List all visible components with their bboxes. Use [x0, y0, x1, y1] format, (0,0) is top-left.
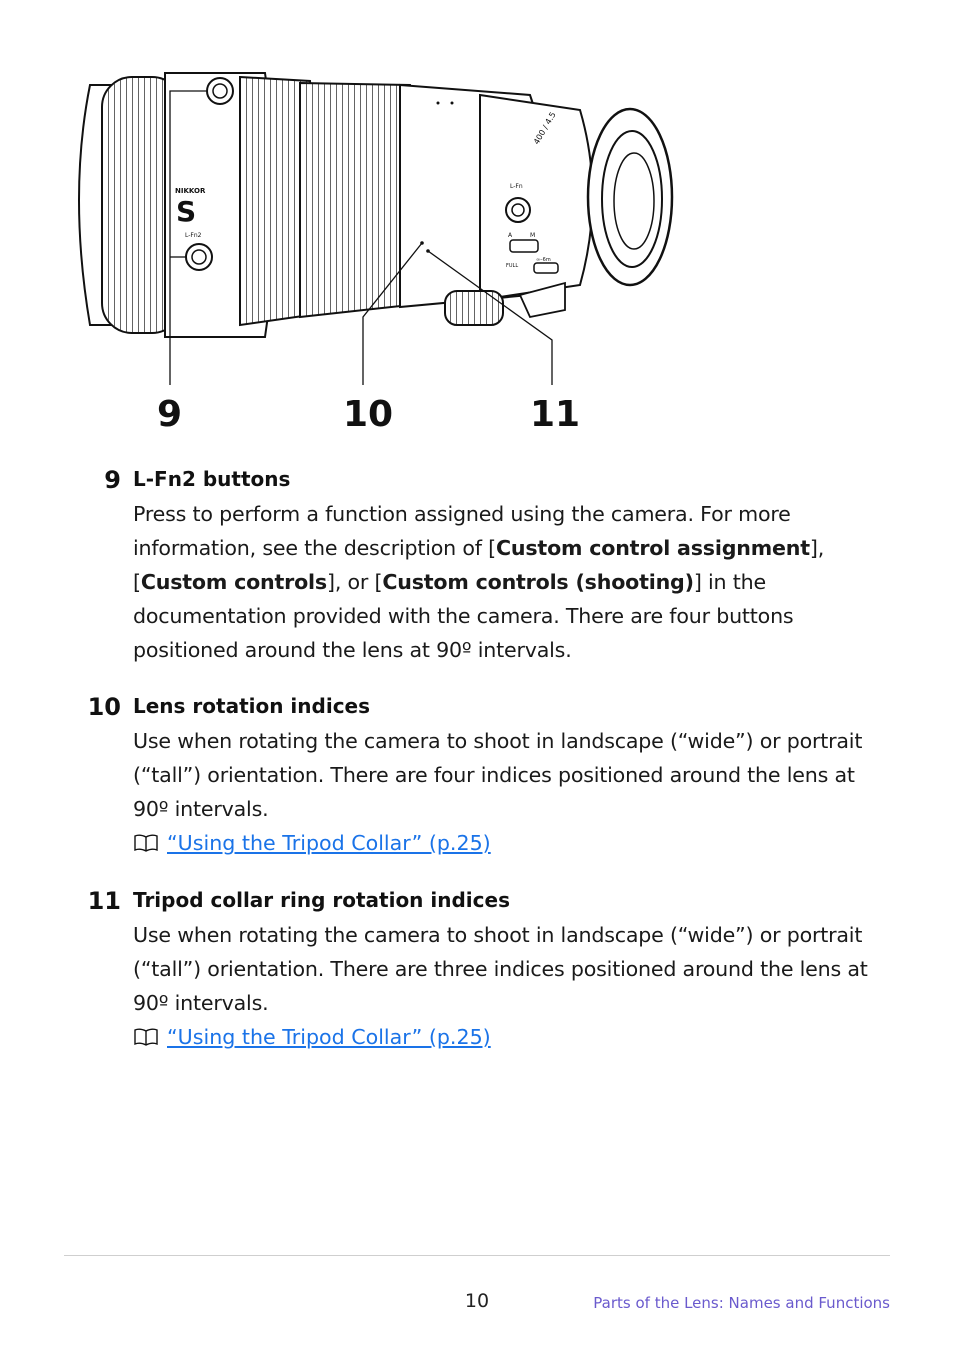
item-title: Lens rotation indices: [133, 694, 371, 718]
tripod-collar-link[interactable]: “Using the Tripod Collar” (p.25): [167, 1025, 491, 1049]
tripod-collar-link[interactable]: “Using the Tripod Collar” (p.25): [167, 831, 491, 855]
item-description: Use when rotating the camera to shoot in landscape (“wide”) or portrait (“tall”) orientation. There are three indices positioned around the lens at 90º intervals.: [133, 923, 868, 1015]
callout-9: 9: [157, 394, 183, 435]
item-number: 9: [104, 466, 121, 494]
setting-name: Custom control assignment: [496, 536, 810, 560]
section-title-link[interactable]: Parts of the Lens: Names and Functions: [593, 1294, 890, 1312]
setting-name: Custom controls: [140, 570, 327, 594]
lens-brand-text: NIKKOR: [175, 187, 206, 195]
page-number: 10: [464, 1290, 490, 1312]
switch-label-full: FULL: [506, 263, 519, 269]
item-description: Use when rotating the camera to shoot in landscape (“wide”) or portrait (“tall”) orientation. There are four indices positioned around the lens at 90º intervals.: [133, 729, 863, 821]
book-icon: [133, 1027, 159, 1047]
item-number: 10: [87, 693, 121, 721]
lens-series-text: S: [176, 195, 197, 228]
item-title: Tripod collar ring rotation indices: [133, 888, 510, 912]
lens-lfn2-label: L-Fn2: [185, 232, 202, 239]
book-icon: [133, 833, 159, 853]
setting-name: Custom controls (shooting): [382, 570, 694, 594]
lens-focal-text: 400 / 4.5: [531, 110, 558, 146]
lens-lfn-label: L-Fn: [510, 183, 523, 190]
callout-10: 10: [343, 394, 394, 435]
cross-reference: [133, 1020, 491, 1054]
switch-label-range: ∞–6m: [536, 257, 551, 263]
switch-label-a: A: [508, 232, 513, 239]
lens-illustration: [60, 55, 700, 445]
lens-drawing: [60, 55, 700, 445]
callout-11: 11: [530, 394, 581, 435]
switch-label-m: M: [530, 232, 536, 239]
item-number: 11: [87, 887, 121, 915]
footer-divider: [64, 1255, 890, 1256]
item-title: L-Fn2 buttons: [133, 467, 291, 491]
item-description: Press to perform a function assigned using the camera. For more information, see the description of [Custom control assignment], [Custom controls], or [Custom controls (shooting)] in the documentation provided with the camera. There are four buttons positioned around the lens at 90º intervals.: [133, 502, 825, 662]
cross-reference: [133, 826, 491, 860]
